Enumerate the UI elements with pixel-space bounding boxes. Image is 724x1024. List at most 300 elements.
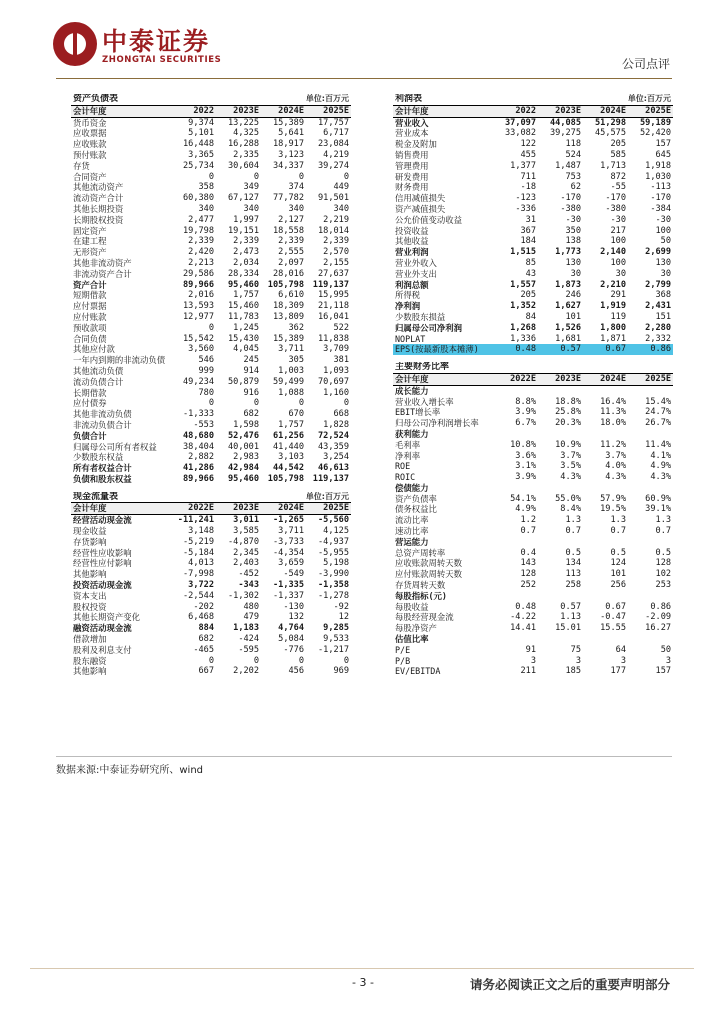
row-value: 0.86 [650,601,672,612]
row-value: 2,477 [188,214,215,225]
row-label: 应付票据 [73,301,107,312]
row-label: 营业收入 [395,117,429,128]
row-value: 50,879 [227,376,260,387]
column-header: 会计年度 [71,503,171,515]
row-label: 非流动资产合计 [73,268,132,279]
row-value: 3,711 [278,526,305,537]
row-value: -336 [515,203,537,214]
row-value: 2,034 [233,257,260,268]
row-value: 15,430 [227,333,260,344]
row-value: 246 [565,290,582,301]
row-value [628,591,673,602]
row-label: 投资活动现金流 [73,580,132,591]
row-value: 64 [615,644,626,655]
row-value: 3,560 [188,344,215,355]
row-label: 经营性应收影响 [73,547,132,558]
table-row [393,472,673,483]
row-value: 67,127 [227,193,260,204]
balance-header-row [71,105,351,117]
column-header: 2025E [306,105,351,117]
row-value: 381 [333,355,350,366]
row-value: 245 [243,355,260,366]
table-row [71,431,351,442]
row-value: 30,604 [227,160,260,171]
row-value: -1,333 [182,409,215,420]
table-row [71,161,351,172]
income-title-row [393,94,673,105]
row-value: 4.9% [650,461,672,472]
table-row [393,558,673,569]
row-value: 118 [565,139,582,150]
row-value: -5,560 [317,515,350,526]
column-header: 2024E [583,373,628,385]
row-label: 其他非流动资产 [73,257,132,268]
row-label: 少数股东损益 [395,311,446,322]
row-value: 349 [243,182,260,193]
row-value: 1,093 [323,365,350,376]
row-value [583,537,628,548]
row-value [493,634,538,645]
brand-name: 中泰证券 [102,27,211,56]
row-label: 其他收益 [395,236,429,247]
row-label: 债务权益比 [395,504,437,515]
row-value: -0.47 [600,612,626,623]
row-label: 销售费用 [395,149,429,160]
row-value: 1,918 [645,160,672,171]
row-value: 119,137 [312,279,350,290]
row-value [538,634,583,645]
row-value: 44,542 [272,463,305,474]
row-label: 股利及利息支付 [73,644,132,655]
column-header: 2023E [538,105,583,117]
row-value: 85 [525,257,537,268]
row-value: 130 [655,257,672,268]
row-value: 26.7% [645,418,672,429]
row-value: 48,680 [182,430,215,441]
row-value: 3,011 [233,515,260,526]
row-value: 143 [520,558,536,569]
header-divider [56,78,672,79]
row-value: 3.9% [515,407,536,418]
row-value: 24.7% [645,407,672,418]
row-value: 1,088 [278,387,305,398]
row-value: -113 [650,182,672,193]
row-value: -170 [605,193,627,204]
row-label: ROIC [395,472,416,483]
row-value: 1,515 [510,247,537,258]
row-label: 每股净资产 [395,623,437,634]
row-value [583,429,628,440]
row-value: 18.8% [555,396,581,407]
table-row [393,182,673,193]
row-value: -1,278 [317,590,350,601]
table-row [393,623,673,634]
row-label: 负债合计 [73,430,107,441]
cashflow-title-row [71,492,351,503]
column-header: 2022 [493,105,538,117]
row-value: 119,137 [312,473,350,484]
row-value: -170 [560,193,582,204]
row-value: 1,030 [645,171,672,182]
row-value: 30 [570,268,582,279]
row-value [493,537,538,548]
column-header: 2023E [216,105,261,117]
row-value: 18,558 [272,225,305,236]
row-value: 11.4% [645,439,672,450]
row-value: 21,118 [317,301,350,312]
row-label: 信用减值损失 [395,193,446,204]
row-value: 39,275 [549,128,582,139]
row-value: 59,499 [272,376,305,387]
row-value: -380 [605,203,627,214]
row-value: 91 [525,644,536,655]
page-number: - 3 - [352,976,374,989]
row-value: 3.7% [605,450,626,461]
row-label: 应付账款 [73,311,107,322]
row-value: 0 [208,655,215,666]
row-value: 128 [520,569,536,580]
row-value: -1,335 [272,580,305,591]
row-value: 52,420 [639,128,672,139]
row-value: 31 [525,214,537,225]
row-value: 2,016 [188,290,215,301]
row-label: EPS(按最新股本摊薄) [393,344,493,355]
row-value: 13,225 [227,117,260,128]
row-value: 1,800 [600,322,627,333]
row-label: 流动资产合计 [73,193,124,204]
row-label: P/B [395,655,411,666]
row-value: 3.7% [560,450,581,461]
row-value: -1,265 [272,515,305,526]
table-row [393,418,673,429]
row-value: 350 [565,225,582,236]
column-header: 2022E [493,373,538,385]
row-label: 每股收益 [395,601,429,612]
row-value: 1,997 [233,214,260,225]
row-value: 0.7 [655,526,672,537]
row-value: 105,798 [267,473,305,484]
row-value: 3,148 [188,526,215,537]
row-label: 营运能力 [395,536,429,547]
row-label: 借款增加 [73,634,107,645]
row-value: 184 [520,236,537,247]
row-value [628,537,673,548]
row-value: 16,041 [317,311,350,322]
row-value: 128 [655,558,672,569]
row-label: 存货 [73,160,90,171]
row-value: 0 [253,655,260,666]
row-value: 340 [288,203,305,214]
row-value: 113 [565,569,581,580]
row-value: 1,183 [233,623,260,634]
row-label: 投资收益 [395,225,429,236]
row-value: -452 [238,569,260,580]
row-label: 长期股权投资 [73,214,124,225]
table-row [393,334,673,345]
row-value: -384 [650,203,672,214]
row-label: 偿债能力 [395,482,429,493]
row-value: 872 [610,171,627,182]
row-value: -1,358 [317,580,350,591]
row-value: 2,699 [645,247,672,258]
row-value: 1,681 [555,333,582,344]
row-value: 18,917 [272,139,305,150]
row-value: 3,659 [278,558,305,569]
row-value: 95,460 [227,279,260,290]
row-value: 0 [253,171,260,182]
table-row [71,623,351,634]
row-value [493,385,538,396]
cashflow-table [71,492,351,678]
row-value: 16.4% [600,396,626,407]
table-row [71,388,351,399]
row-value: 105,798 [267,279,305,290]
row-value: 15,542 [182,333,215,344]
table-row [71,463,351,474]
row-value [538,537,583,548]
row-value: 6.7% [515,418,536,429]
row-label: 股权投资 [73,601,107,612]
row-value: -202 [193,601,215,612]
row-label: 资产减值损失 [395,203,446,214]
row-value: 0.86 [628,344,673,355]
table-row [71,515,351,526]
table-row [393,656,673,667]
row-value: -30 [565,214,582,225]
row-label: 合同资产 [73,171,107,182]
table-row [393,526,673,537]
row-value: 134 [565,558,581,569]
row-value: 62 [570,182,582,193]
row-label: EV/EBITDA [395,666,441,677]
row-value [538,385,583,396]
row-value: -1,217 [317,644,350,655]
row-value: 15.4% [645,396,672,407]
row-value: 0.7 [565,526,581,537]
table-row [393,280,673,291]
row-value: 46,613 [317,463,350,474]
row-value: 15,995 [317,290,350,301]
row-label: 融资活动现金流 [73,623,132,634]
row-value: 75 [570,644,581,655]
row-value: 25.8% [555,407,581,418]
row-value: 456 [288,666,305,677]
row-value: 12,977 [182,311,215,322]
row-value: 3,103 [278,452,305,463]
balance-sheet-section [71,94,351,677]
row-label: 在建工程 [73,236,107,247]
row-value: 102 [655,569,672,580]
row-label: 管理费用 [395,160,429,171]
table-row [71,591,351,602]
table-row [393,645,673,656]
row-value: 368 [655,290,672,301]
row-value: 4,013 [188,558,215,569]
doc-type-label: 公司点评 [621,57,670,71]
row-value: 49,234 [182,376,215,387]
row-value: 1.3 [610,515,626,526]
row-value: 253 [655,580,672,591]
row-value: 19,151 [227,225,260,236]
row-value: 101 [565,311,582,322]
data-source-note: 数据来源:中泰证券研究所、wind [56,765,204,776]
row-value: 119 [610,311,627,322]
row-value: 10.9% [555,439,581,450]
row-value: 3 [575,655,581,666]
row-value: -424 [238,634,260,645]
row-value: 43 [525,268,537,279]
table-row [71,204,351,215]
row-value: 711 [520,171,537,182]
balance-table-title: 资产负债表 [73,94,119,104]
row-value: 3,709 [323,344,350,355]
row-value: 16.27 [645,623,672,634]
row-label: 少数股东权益 [73,452,124,463]
row-value: 38,404 [182,441,215,452]
row-value: 1.2 [520,515,536,526]
column-header: 会计年度 [393,373,493,385]
row-value: 780 [198,387,215,398]
table-row [71,280,351,291]
table-row [393,290,673,301]
row-value: 3.6% [515,450,536,461]
row-label: 成长能力 [395,385,429,396]
row-value: 60,380 [182,193,215,204]
row-value: 9,533 [323,634,350,645]
row-label: 归属母公司净利润 [395,322,462,333]
row-value: 668 [333,409,350,420]
balance-sheet-table [71,94,351,485]
row-value: 999 [198,365,215,376]
row-value: 33,082 [504,128,537,139]
row-label: ROE [395,461,411,472]
row-value: 101 [610,569,626,580]
row-value: 2,332 [645,333,672,344]
row-value: 30 [615,268,627,279]
table-row [71,442,351,453]
row-value: 23,084 [317,139,350,150]
row-label: 其他应付款 [73,344,115,355]
row-value: 0.67 [605,601,626,612]
column-header: 2024E [261,105,306,117]
row-value: 1,713 [600,160,627,171]
row-value: 340 [333,203,350,214]
row-value: 25,734 [182,160,215,171]
row-label: 应收账款周转天数 [395,558,462,569]
row-value: 667 [198,666,215,677]
row-value: -5,955 [317,547,350,558]
row-value: -92 [333,601,350,612]
cashflow-header-row [71,503,351,515]
row-value: -3,733 [272,536,305,547]
table-row [71,355,351,366]
row-value: 89,966 [182,473,215,484]
row-value: 2,473 [233,247,260,258]
row-value: 61,256 [272,430,305,441]
row-value: 15,389 [272,333,305,344]
table-row [71,236,351,247]
row-value: 1,919 [600,301,627,312]
row-value: -5,184 [182,547,215,558]
table-row [71,548,351,559]
row-value: 15.55 [600,623,626,634]
company-logo [53,22,97,66]
table-row [71,323,351,334]
row-value: -4.22 [510,612,536,623]
row-value [583,591,628,602]
row-value: 2,097 [278,257,305,268]
row-label: 营业外支出 [395,268,437,279]
column-header: 2023E [216,503,261,515]
row-value: 1,598 [233,419,260,430]
table-row [393,301,673,312]
cashflow-unit-label: 单位:百万元 [305,491,350,501]
row-value: 42,984 [227,463,260,474]
row-label: 净利率 [395,450,421,461]
table-row [393,461,673,472]
table-row [393,269,673,280]
row-label: 财务费用 [395,182,429,193]
table-row [71,569,351,580]
row-value [493,483,538,494]
row-value: 43,359 [317,441,350,452]
row-value [583,483,628,494]
income-header-row [393,105,673,117]
row-value: 41,286 [182,463,215,474]
row-value: 27,637 [317,268,350,279]
row-value: 2,140 [600,247,627,258]
row-value: 1,526 [555,322,582,333]
row-value: 6,717 [323,128,350,139]
row-value: 258 [565,580,581,591]
table-row [393,580,673,591]
row-value: 16,288 [227,139,260,150]
income-unit-label: 单位:百万元 [627,94,672,103]
row-label: 获利能力 [395,428,429,439]
row-value: 524 [565,149,582,160]
row-value: 0.67 [583,344,628,355]
row-label: 资本支出 [73,590,107,601]
row-value: 4,045 [233,344,260,355]
row-value: -130 [283,601,305,612]
row-value: 340 [243,203,260,214]
row-value: 0 [343,171,350,182]
row-value: 51,298 [594,117,627,128]
row-value: 5,084 [278,634,305,645]
row-value: 2,339 [278,236,305,247]
row-value: 0 [253,398,260,409]
row-value: 914 [243,365,260,376]
ratios-title-row [393,362,673,373]
table-row [71,526,351,537]
row-value: -343 [238,580,260,591]
row-value: 5,641 [278,128,305,139]
row-value: 50 [660,644,672,655]
row-value: 2,983 [233,452,260,463]
table-row [71,182,351,193]
row-value: 11.3% [600,407,626,418]
row-label: 毛利率 [395,439,421,450]
table-row [393,258,673,269]
row-value: 6,610 [278,290,305,301]
row-value: 2,345 [233,547,260,558]
table-row [71,612,351,623]
row-value: 3,722 [188,580,215,591]
table-row [71,247,351,258]
row-value: 0 [298,398,305,409]
row-value: 100 [610,236,627,247]
row-label: 其他影响 [73,569,107,580]
